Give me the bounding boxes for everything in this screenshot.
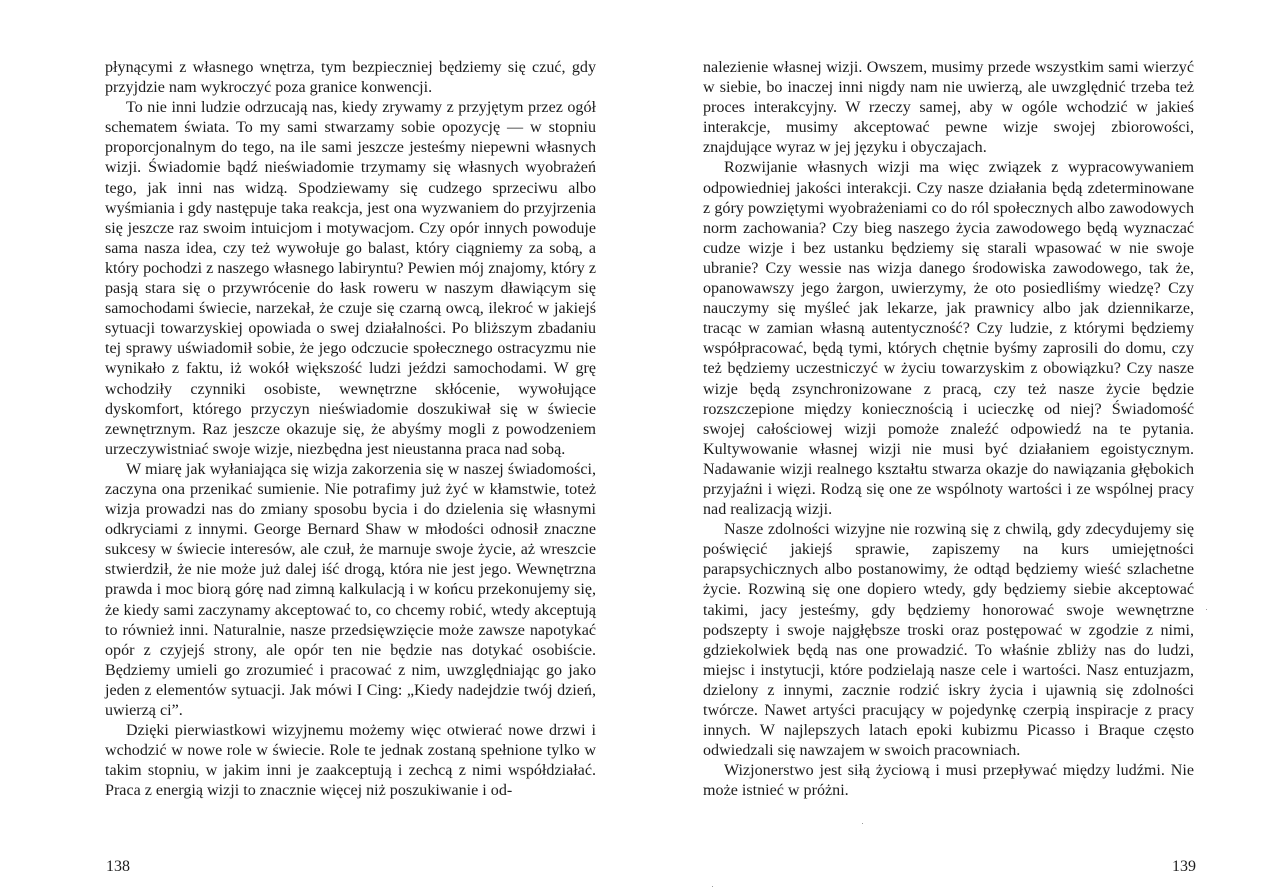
page-number-left: 138: [106, 858, 130, 875]
page-number-right: 139: [1172, 858, 1196, 875]
scan-speck: [712, 886, 713, 887]
right-page: [631, 0, 1262, 893]
paragraph: W miarę jak wyłaniająca się wizja zakorzenia się w naszej świadomości, zaczyna ona przenikać sumienie. Nie potrafimy już żyć w kłamstwie, toteż wizja prowadzi nas do zmiany sposobu bycia i do dzielenia się własnymi odkryciami z innymi. George Bernard Shaw w młodości odnosił znaczne sukcesy w świecie interesów, ale czuł, że marnuje swoje życie, aż wreszcie stwierdził, że nie może już dalej iść drogą, która nie jest jego. Wewnętrzna prawda i moc biorą górę nad zimną kalkulacją i w końcu przekonujemy się, że kiedy sami zaczynamy akceptować to, co chcemy robić, wtedy akceptują to również inni. Naturalnie, nasze przedsięwzięcie może zawsze napotykać opór z czyjejś strony, ale opór ten nie będzie nas dotykać osobiście. Będziemy umieli go zrozumieć i pracować z nim, uwzględniając go jako jeden z elementów sytuacji. Jak mówi I Cing: „Kiedy nadejdzie twój dzień, uwierzą ci”.: [105, 460, 596, 719]
left-page: [0, 0, 631, 893]
paragraph: To nie inni ludzie odrzucają nas, kiedy zrywamy z przyjętym przez ogół schematem świata. To my sami stwarzamy sobie opozycję — w stopniu proporcjonalnym do tego, na ile sami jeszcze jesteśmy niepewni własnych wizji. Świadomie bądź nieświadomie trzymamy się własnych wyobrażeń tego, jak inni nas widzą. Spodziewamy się cudzego sprzeciwu albo wyśmiania i gdy następuje taka reakcja, jest ona wyzwaniem do przyjrzenia się jeszcze raz swoim intuicjom i motywacjom. Czy opór innych powoduje sama nasza idea, czy też wywołuje go balast, który ciągniemy za sobą, a który pochodzi z naszego własnego labiryntu? Pewien mój znajomy, który z pasją stara się o przywrócenie do łask roweru w naszym dławiącym się samochodami świecie, narzekał, że czuje się czarną owcą, ilekroć w jakiejś sytuacji towarzyskiej opowiada o swej działalności. Po bliższym zbadaniu tej sprawy uświadomił sobie, że jego odczucie społecznego ostracyzmu nie wynikało z faktu, iż wokół większość ludzi jeździ samochodami. W grę wchodziły czynniki osobiste, wewnętrzne skłócenie, wywołujące dyskomfort, którego przyczyn nieświadomie doszukiwał się w świecie zewnętrznym. Raz jeszcze okazuje się, że abyśmy mogli z powodzeniem urzeczywistniać swoje wizje, niezbędna jest nieustanna praca nad sobą.: [105, 99, 596, 458]
left-page-text: [105, 58, 596, 801]
scan-speck: [1206, 609, 1207, 610]
paragraph: płynącymi z własnego wnętrza, tym bezpieczniej będziemy się czuć, gdy przyjdzie nam wykroczyć poza granice konwencji.: [105, 59, 596, 97]
paragraph: Dzięki pierwiastkowi wizyjnemu możemy więc otwierać nowe drzwi i wchodzić w nowe role w świecie. Role te jednak zostaną spełnione tylko w takim stopniu, w jakim inni je zaakceptują i zechcą z nimi współdziałać. Praca z energią wizji to znacznie więcej niż poszukiwanie i od-: [105, 722, 596, 800]
paragraph: Nasze zdolności wizyjne nie rozwiną się z chwilą, gdy zdecydujemy się poświęcić jakiejś sprawie, zapiszemy na kurs umiejętności parapsychicznych albo postanowimy, że odtąd będziemy wieść szlachetne życie. Rozwiną się one dopiero wtedy, gdy będziemy siebie akceptować takimi, jacy jesteśmy, gdy będziemy honorować swoje wewnętrzne podszepty i swoje najgłębsze troski oraz postępować w zgodzie z nimi, gdziekolwiek będą nas one prowadzić. To właśnie zbliży nas do ludzi, miejsc i instytucji, które podzielają nasze cele i wartości. Nasz entuzjazm, dzielony z innymi, zacznie rodzić iskry życia i ujawnią się zdolności twórcze. Nawet artyści pracujący w pojedynkę czerpią inspiracje z pracy innych. W najlepszych latach epoki kubizmu Picasso i Braque często odwiedzali się nawzajem w swoich pracowniach.: [703, 521, 1194, 760]
paragraph: Wizjonerstwo jest siłą życiową i musi przepływać między ludźmi. Nie może istnieć w próżni.: [703, 762, 1194, 800]
paragraph: nalezienie własnej wizji. Owszem, musimy przede wszystkim sami wierzyć w siebie, bo inaczej inni nigdy nam nie uwierzą, ale uwzględnić trzeba też proces interakcyjny. W rzeczy samej, aby w ogóle wchodzić w jakieś interakcje, musimy akceptować pewne wizje swojej zbiorowości, znajdujące wyraz w jej języku i obyczajach.: [703, 59, 1194, 157]
scan-speck: [862, 823, 863, 824]
right-page-text: [703, 58, 1194, 801]
paragraph: Rozwijanie własnych wizji ma więc związek z wypracowywaniem odpowiedniej jakości interakcji. Czy nasze działania będą zdeterminowane z góry powziętymi wyobrażeniami co do ról społecznych albo zawodowych norm zachowania? Czy bieg naszego życia zawodowego będą wyznaczać cudze wizje i bez ustanku będziemy się starali wpasować w nie swoje ubranie? Czy wessie nas wizja danego środowiska zawodowego, tak że, opanowawszy jego żargon, uwierzymy, że oto posiedliśmy wiedzę? Czy nauczymy się myśleć jak lekarze, jak prawnicy albo jak dziennikarze, tracąc w zamian własną autentyczność? Czy ludzie, z którymi będziemy współpracować, będą tymi, których chętnie byśmy zaprosili do domu, czy też będziemy uczestniczyć w życiu towarzyskim z obowiązku? Czy nasze wizje będą zsynchronizowane z pracą, czy też nasze życie będzie rozszczepione między koniecznością i ucieczkę od niej? Świadomość swojej całościowej wizji pomoże znaleźć odpowiedź na te pytania. Kultywowanie własnej wizji nie musi być działaniem egoistycznym. Nadawanie wizji realnego kształtu stwarza okazje do nawiązania głębokich przyjaźni i więzi. Rodzą się one ze wspólnoty wartości i ze wspólnej pracy nad realizacją wizji.: [703, 159, 1194, 519]
